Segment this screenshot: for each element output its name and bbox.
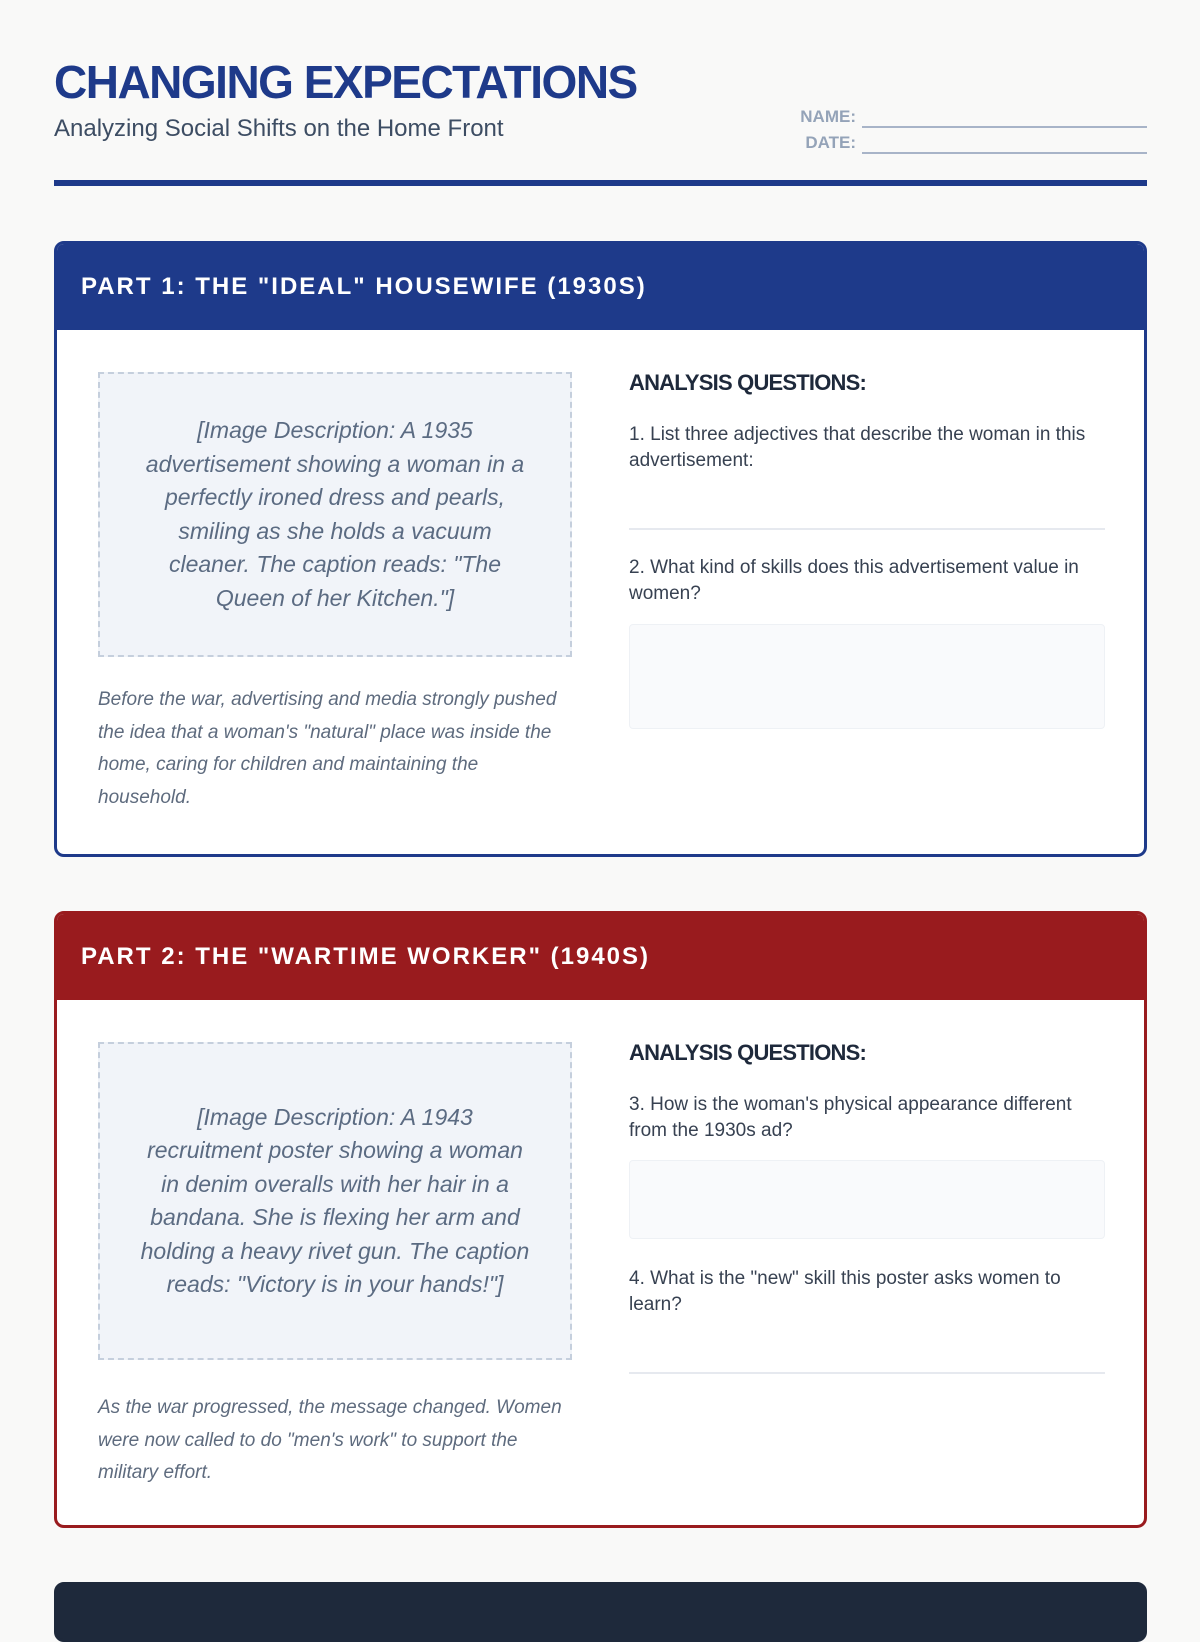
context-text: Before the war, advertising and media strongly pushed the idea that a woman's "natural" place was inside the home, caring for children and maintaining the household. [98,689,557,808]
answer-box-3[interactable] [629,1160,1105,1239]
questions-column [629,369,1105,769]
answer-box-2[interactable] [629,624,1105,729]
part-2-section [54,911,1147,1528]
name-label: NAME: [800,107,856,126]
part-3-section [54,1582,1147,1642]
image-placeholder [98,372,572,657]
answer-line-1[interactable] [629,528,1105,530]
answer-line-4[interactable] [629,1372,1105,1374]
header-divider [54,180,1147,186]
questions-column [629,1039,1105,1439]
worksheet-header [54,56,1147,186]
date-label: DATE: [805,133,856,152]
context-text: As the war progressed, the message changed. Women were now called to do "men's work" to support the military effort. [98,1397,562,1483]
name-line[interactable] [862,106,1147,128]
name-field [787,102,1147,128]
questions-heading: ANALYSIS QUESTIONS: [629,370,867,395]
question-2: 2. What kind of skills does this advertisement value in women? [629,557,1079,604]
question-4: 4. What is the "new" skill this poster asks women to learn? [629,1268,1061,1315]
part-2-heading: PART 2: THE "WARTIME WORKER" (1940S) [57,914,1144,1000]
image-placeholder [98,1042,572,1360]
date-line[interactable] [862,132,1147,154]
questions-heading: ANALYSIS QUESTIONS: [629,1040,867,1065]
image-description: [Image Description: A 1935 advertisement showing a woman in a perfectly ironed dress and pearls, smiling as she holds a vacuum cleaner. The caption reads: "The Queen of her Kitchen."] [145,417,525,611]
part-1-section [54,241,1147,857]
question-1: 1. List three adjectives that describe the woman in this advertisement: [629,424,1086,471]
date-field [787,128,1147,154]
page-title: CHANGING EXPECTATIONS [54,56,637,108]
question-3: 3. How is the woman's physical appearance different from the 1930s ad? [629,1094,1072,1141]
page-subtitle: Analyzing Social Shifts on the Home Front [54,115,504,142]
part-1-heading: PART 1: THE "IDEAL" HOUSEWIFE (1930S) [57,244,1144,330]
student-info-fields [787,102,1147,154]
image-description: [Image Description: A 1943 recruitment poster showing a woman in denim overalls with her hair in a bandana. She is flexing her arm and holding a heavy rivet gun. The caption reads: "Victory is in your hands!"] [140,1103,530,1297]
